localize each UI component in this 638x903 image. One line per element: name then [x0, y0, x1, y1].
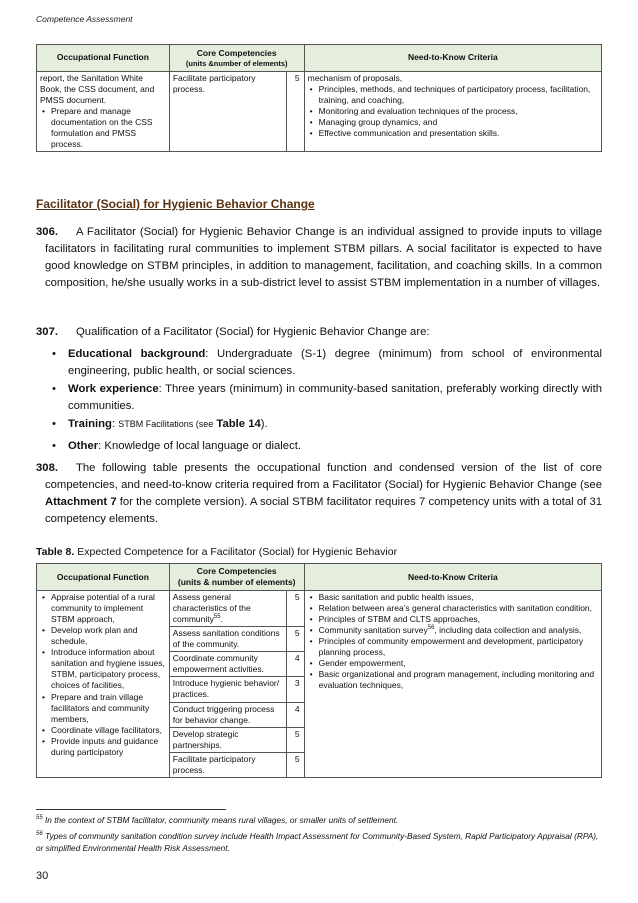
header-core-competencies: Core Competencies (units &number of elements) — [169, 45, 304, 72]
qualification-other: • Other: Knowledge of local language or dialect. — [52, 438, 602, 455]
table-8 — [36, 563, 602, 778]
footnote-56: $^{56}$ Types of community sanitation condition survey include Health Impact Assessment for Community-Based System, Rapid Participatory Appraisal (RPA), or simplified Environmental Health Risk Assessment. — [36, 831, 599, 853]
running-header: Competence Assessment — [36, 14, 133, 24]
elements-cell: 5 — [286, 627, 304, 652]
competency-table-continued — [36, 44, 602, 152]
function-cell: • Appraise potential of a rural community to implement STBM approach, • Develop work plan and schedule, • Introduce information about sanitation and hygiene issues, STBM, participatory process, choices of facilities, • Prepare and train village facilitators and community members, • Coordinate village facilitators, • Provide inputs and guidance during participatory — [37, 591, 170, 778]
page-number: 30 — [36, 870, 49, 882]
competency-cell: Assess general characteristics of the community$^{55}$. — [169, 591, 286, 627]
header-occupational-function: Occupational Function — [37, 45, 170, 72]
table-row — [37, 72, 602, 152]
paragraph-308: 308. The following table presents the occupational function and condensed version of the list of core competencies, and need-to-know criteria required from a Facilitator (Social) for Hygienic Behavior Change (see Attachment 7 for the complete version). A social STBM facilitator requires 7 competency units with a total of 31 competency elements. — [36, 462, 603, 526]
header-occupational-function: Occupational Function — [37, 564, 170, 591]
competency-cell: Assess sanitation conditions of the community. — [169, 627, 286, 652]
competency-cell: Develop strategic partnerships. — [169, 727, 286, 752]
header-core-competencies: Core Competencies (units & number of elements) — [169, 564, 304, 591]
header-need-to-know: Need-to-Know Criteria — [304, 564, 601, 591]
paragraph-306: 306. A Facilitator (Social) for Hygienic Behavior Change is an individual assigned to provide inputs to village facilitators in facilitating rural communities to implement STBM pillars. A social facilitator is expected to have good knowledge on STBM principles, in addition to management, facilitation, and coaching skills. In a common composition, he/she usually works in a sub-district level to assist STBM implementation in a number of villages. — [36, 226, 602, 290]
elements-cell: 5 — [286, 727, 304, 752]
criteria-cell: • Basic sanitation and public health issues, • Relation between area’s general characteristics with sanitation condition, • Principles of STBM and CLTS approaches, • Community sanitation survey$^{56}$, including data collection and analysis, • Principles of community empowerment and development, participatory planning process, • Gender empowerment, • Basic organizational and program management, including monitoring and evaluation techniques, — [304, 591, 601, 778]
header-need-to-know: Need-to-Know Criteria — [304, 45, 601, 72]
footnote-55: $^{55}$ In the context of STBM facilitator, community means rural villages, or smaller units of settlement. — [36, 815, 399, 825]
competency-cell: Conduct triggering process for behavior change. — [169, 702, 286, 727]
table-8-caption: Table 8. Expected Competence for a Facilitator (Social) for Hygienic Behavior — [36, 546, 398, 558]
paragraph-307: 307. Qualification of a Facilitator (Social) for Hygienic Behavior Change are: — [36, 326, 430, 338]
elements-cell: 5 — [286, 72, 304, 152]
footnote-divider — [36, 809, 226, 810]
competency-cell: Facilitate participatory process. — [169, 72, 286, 152]
elements-cell: 4 — [286, 652, 304, 677]
elements-cell: 5 — [286, 591, 304, 627]
competency-cell: Facilitate participatory process. — [169, 752, 286, 777]
qualification-training: • Training: STBM Facilitations (see Table 14). — [52, 416, 602, 433]
qualification-experience: • Work experience: Three years (minimum) in community-based sanitation, preferably working directly with communities. — [52, 381, 602, 415]
elements-cell: 5 — [286, 752, 304, 777]
elements-cell: 3 — [286, 677, 304, 702]
function-cell: report, the Sanitation White Book, the CSS document, and PMSS document. • Prepare and manage documentation on the CSS formulation and PMSS process. — [37, 72, 170, 152]
criteria-cell: mechanism of proposals, • Principles, methods, and techniques of participatory process, facilitation, training, and coaching, • Monitoring and evaluation techniques of the process, • Managing group dynamics, and • Effective communication and presentation skills. — [304, 72, 601, 152]
competency-cell: Coordinate community empowerment activities. — [169, 652, 286, 677]
qualification-education: • Educational background: Undergraduate (S-1) degree (minimum) from school of environmental engineering, public health, or social sciences. — [52, 346, 602, 380]
table-row — [37, 591, 602, 627]
section-heading: Facilitator (Social) for Hygienic Behavior Change — [36, 197, 315, 211]
competency-cell: Introduce hygienic behavior/ practices. — [169, 677, 286, 702]
elements-cell: 4 — [286, 702, 304, 727]
